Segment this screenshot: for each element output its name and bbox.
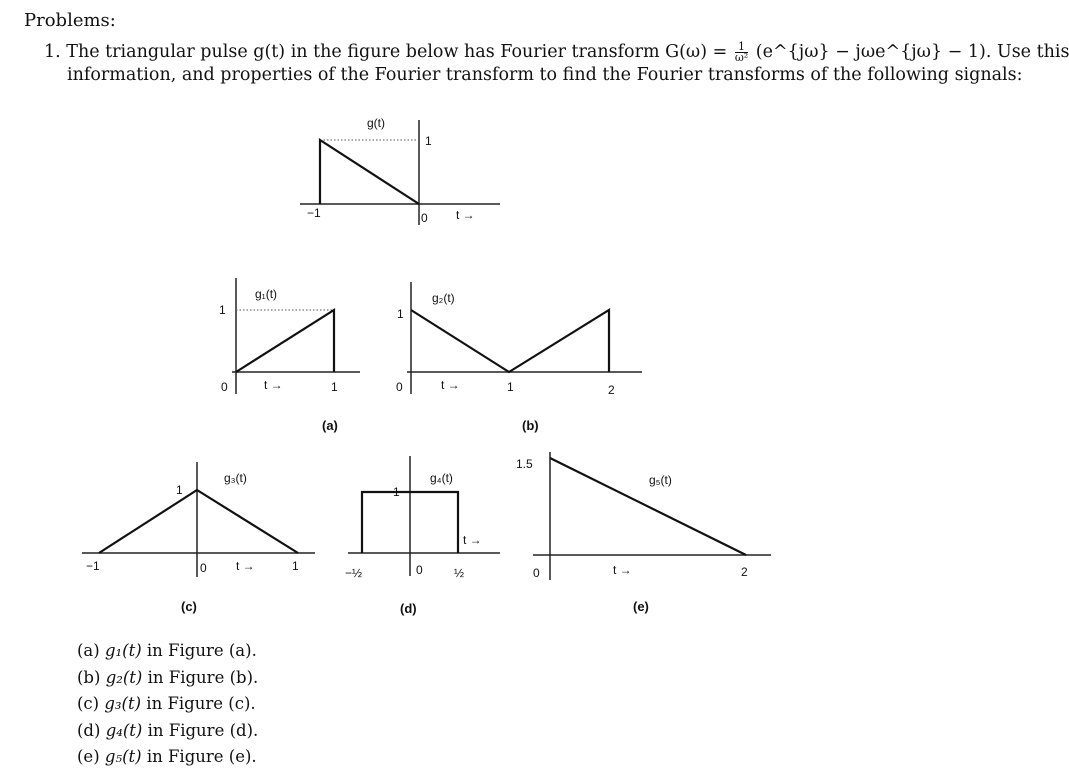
g-t-arrow: t →: [456, 208, 475, 222]
section-heading: Problems:: [24, 10, 116, 31]
item-suffix: in Figure (d).: [142, 720, 259, 740]
problem-line-2: information, and properties of the Fourier transform to find the Fourier transforms of the following signals:: [67, 65, 1023, 85]
e-tick-15: 1.5: [516, 457, 533, 471]
d-tick-0: 0: [416, 563, 423, 577]
c-tick-1y: 1: [176, 483, 183, 497]
c-tick-1: 1: [292, 559, 299, 573]
a-signal: [236, 310, 334, 372]
figure-c: [82, 462, 315, 614]
a-tick-1y: 1: [219, 303, 226, 317]
g-label: g(t): [367, 116, 385, 130]
d-t-arrow: t →: [463, 533, 482, 547]
a-tick-1: 1: [331, 380, 338, 394]
e-t-arrow: t →: [613, 563, 632, 577]
item-signal: g₅(t): [104, 747, 142, 766]
subquestion-e: [77, 744, 258, 771]
d-tick-half: ½: [454, 566, 465, 580]
b-tick-1: 1: [507, 380, 514, 394]
figure-a: [219, 278, 360, 433]
item-signal: g₁(t): [104, 641, 142, 660]
b-t-arrow: t →: [441, 378, 460, 392]
c-signal: [99, 490, 298, 553]
item-prefix: (b): [77, 667, 106, 687]
a-caption: (a): [322, 418, 338, 433]
g-tick-0: 0: [421, 211, 428, 225]
item-signal: g₃(t): [104, 694, 142, 713]
problem-text-before: The triangular pulse g(t) in the figure below has Fourier transform G(ω) =: [66, 42, 728, 62]
subquestion-c: [77, 691, 258, 718]
item-suffix: in Figure (b).: [142, 667, 259, 687]
problem-text-after: (e^{jω} − jωe^{jω} − 1). Use this: [755, 42, 1069, 62]
subquestion-list: [77, 638, 258, 771]
fraction-denominator: ω²: [734, 51, 749, 64]
e-tick-0: 0: [533, 566, 540, 580]
item-prefix: (a): [77, 641, 105, 660]
subquestion-a: [77, 638, 258, 665]
g-signal: [320, 140, 419, 204]
subquestion-b: [77, 665, 258, 692]
c-label: g₃(t): [224, 471, 247, 485]
item-prefix: (c): [77, 694, 105, 713]
c-tick-0: 0: [200, 561, 207, 575]
fraction-numerator: 1: [735, 42, 748, 53]
c-caption: (c): [181, 599, 197, 614]
item-suffix: in Figure (e).: [141, 747, 257, 766]
figure-d: [345, 456, 500, 616]
a-label: g₁(t): [255, 287, 278, 301]
b-tick-0: 0: [396, 380, 403, 394]
item-suffix: in Figure (a).: [141, 641, 257, 660]
e-signal: [550, 458, 746, 555]
g-tick-1: 1: [425, 134, 432, 148]
figure-e: [516, 452, 771, 614]
c-tick-neg1: −1: [86, 559, 100, 573]
item-prefix: (d): [77, 720, 106, 740]
item-signal: g₂(t): [105, 667, 143, 687]
d-caption: (d): [400, 601, 417, 616]
subquestion-d: [77, 718, 258, 745]
item-signal: g₄(t): [105, 720, 143, 740]
g-tick-neg1: −1: [307, 206, 321, 220]
d-label: g₄(t): [430, 471, 453, 485]
d-tick-neg-half: −½: [345, 566, 363, 580]
c-t-arrow: t →: [236, 559, 255, 573]
e-caption: (e): [633, 599, 649, 614]
item-prefix: (e): [77, 747, 105, 766]
d-tick-1y: 1: [393, 485, 400, 499]
a-t-arrow: t →: [264, 378, 283, 392]
e-tick-2: 2: [741, 565, 748, 579]
figure-b: [396, 282, 642, 433]
b-tick-2: 2: [608, 383, 615, 397]
problem-number: 1.: [44, 42, 61, 62]
figure-g: [300, 116, 500, 225]
e-label: g₅(t): [649, 473, 672, 487]
b-label: g₂(t): [432, 291, 455, 305]
b-tick-1y: 1: [397, 307, 404, 321]
b-signal: [411, 310, 609, 372]
a-tick-0: 0: [221, 380, 228, 394]
b-caption: (b): [522, 418, 539, 433]
item-suffix: in Figure (c).: [141, 694, 256, 713]
